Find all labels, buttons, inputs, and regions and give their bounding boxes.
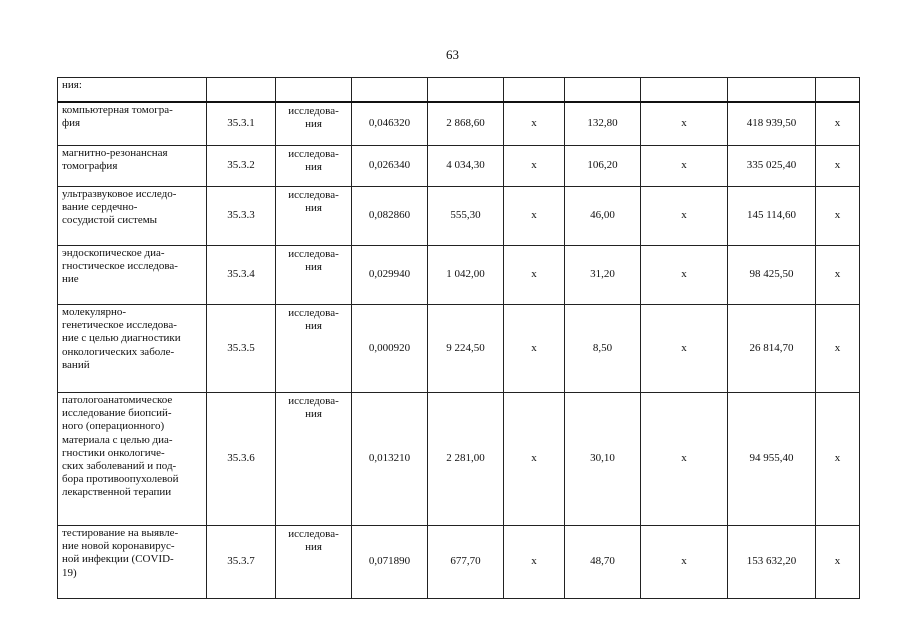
service-name-line: гностическое исследова-: [62, 260, 178, 273]
cost-cell: 1 042,00: [428, 246, 504, 305]
x-cell: x: [816, 526, 860, 599]
unit-line: ния: [305, 541, 322, 554]
service-name-line: исследование биопсий-: [62, 407, 172, 420]
unit-cell: [276, 305, 352, 393]
row-code-cell: 35.3.2: [207, 146, 276, 187]
empty-cell: [207, 78, 276, 103]
row-code-cell: 35.3.5: [207, 305, 276, 393]
service-name-line: онкологических заболе-: [62, 345, 175, 358]
x-cell: x: [504, 526, 565, 599]
x-cell: x: [504, 102, 565, 146]
x-cell: x: [641, 246, 728, 305]
x-cell: x: [641, 146, 728, 187]
x-cell: x: [816, 305, 860, 393]
empty-cell: [352, 78, 428, 103]
unit-cell: [276, 102, 352, 146]
cost-cell: 9 224,50: [428, 305, 504, 393]
empty-cell: [428, 78, 504, 103]
empty-cell: [728, 78, 816, 103]
row-code-cell: 35.3.4: [207, 246, 276, 305]
continuation-row: [58, 78, 860, 103]
unit-cell: [276, 146, 352, 187]
row-code-cell: 35.3.3: [207, 187, 276, 246]
service-name-line: ние: [62, 273, 79, 286]
unit-line: исследова-: [288, 189, 339, 201]
service-name-line: томография: [62, 160, 118, 173]
x-cell: x: [816, 146, 860, 187]
unit-line: исследова-: [288, 307, 339, 319]
x-cell: x: [641, 102, 728, 146]
count-cell: 31,20: [565, 246, 641, 305]
service-name-line: компьютерная томогра-: [62, 104, 173, 116]
coefficient-cell: 0,046320: [352, 102, 428, 146]
empty-cell: [816, 78, 860, 103]
table-row: [58, 102, 860, 146]
cost-cell: 677,70: [428, 526, 504, 599]
continuation-cell: ния:: [58, 78, 207, 103]
service-name-line: бора противоопухолевой: [62, 473, 179, 486]
coefficient-cell: 0,082860: [352, 187, 428, 246]
service-name-line: тестирование на выявле-: [62, 527, 179, 539]
unit-line: ния: [305, 118, 322, 131]
x-cell: x: [504, 187, 565, 246]
service-name-cell: [58, 246, 207, 305]
total-cell: 335 025,40: [728, 146, 816, 187]
unit-line: исследова-: [288, 248, 339, 260]
x-cell: x: [641, 526, 728, 599]
x-cell: x: [504, 246, 565, 305]
row-code-cell: 35.3.1: [207, 102, 276, 146]
x-cell: x: [816, 187, 860, 246]
unit-line: исследова-: [288, 105, 339, 117]
cost-cell: 2 281,00: [428, 393, 504, 526]
service-name-line: вание сердечно-: [62, 201, 138, 214]
service-name-line: эндоскопическое диа-: [62, 247, 165, 259]
row-code-cell: 35.3.6: [207, 393, 276, 526]
page-number: 63: [446, 47, 459, 62]
service-name-line: гностики онкологиче-: [62, 446, 165, 459]
unit-line: ния: [305, 261, 322, 274]
unit-line: исследова-: [288, 528, 339, 540]
service-name-line: сосудистой системы: [62, 214, 158, 227]
total-cell: 94 955,40: [728, 393, 816, 526]
tariff-table: [57, 77, 860, 599]
empty-cell: [565, 78, 641, 103]
unit-line: исследова-: [288, 148, 339, 160]
cost-cell: 2 868,60: [428, 102, 504, 146]
service-name-line: ние новой коронавирус-: [62, 540, 175, 553]
count-cell: 8,50: [565, 305, 641, 393]
empty-cell: [276, 78, 352, 103]
unit-cell: [276, 526, 352, 599]
count-cell: 48,70: [565, 526, 641, 599]
table-row: [58, 305, 860, 393]
service-name-cell: [58, 305, 207, 393]
service-name-line: магнитно-резонансная: [62, 147, 168, 159]
coefficient-cell: 0,013210: [352, 393, 428, 526]
unit-cell: [276, 187, 352, 246]
unit-cell: [276, 246, 352, 305]
unit-cell: [276, 393, 352, 526]
x-cell: x: [816, 102, 860, 146]
table-row: [58, 187, 860, 246]
service-name-line: ной инфекции (COVID-: [62, 553, 174, 566]
service-name-line: ультразвуковое исследо-: [62, 188, 177, 200]
total-cell: 153 632,20: [728, 526, 816, 599]
unit-line: исследова-: [288, 395, 339, 407]
service-name-cell: [58, 526, 207, 599]
x-cell: x: [504, 393, 565, 526]
table-row: [58, 526, 860, 599]
service-name-cell: [58, 102, 207, 146]
x-cell: x: [504, 146, 565, 187]
unit-line: ния: [305, 161, 322, 174]
x-cell: x: [641, 187, 728, 246]
table-row: [58, 146, 860, 187]
unit-line: ния: [305, 320, 322, 333]
x-cell: x: [641, 393, 728, 526]
x-cell: x: [816, 393, 860, 526]
service-name-line: ских заболеваний и под-: [62, 460, 177, 473]
service-name-line: ного (операционного): [62, 420, 165, 433]
row-code-cell: 35.3.7: [207, 526, 276, 599]
service-name-cell: [58, 393, 207, 526]
service-name-line: лекарственной терапии: [62, 486, 172, 499]
coefficient-cell: 0,029940: [352, 246, 428, 305]
count-cell: 30,10: [565, 393, 641, 526]
total-cell: 145 114,60: [728, 187, 816, 246]
empty-cell: [641, 78, 728, 103]
coefficient-cell: 0,026340: [352, 146, 428, 187]
service-name-line: 19): [62, 566, 77, 579]
x-cell: x: [816, 246, 860, 305]
service-name-line: ние с целью диагностики: [62, 332, 181, 345]
service-name-cell: [58, 146, 207, 187]
count-cell: 46,00: [565, 187, 641, 246]
service-name-line: ваний: [62, 358, 90, 371]
total-cell: 26 814,70: [728, 305, 816, 393]
service-name-cell: [58, 187, 207, 246]
service-name-line: фия: [62, 117, 81, 130]
coefficient-cell: 0,071890: [352, 526, 428, 599]
service-name-line: патологоанатомическое: [62, 394, 173, 406]
table-row: [58, 393, 860, 526]
count-cell: 132,80: [565, 102, 641, 146]
service-name-line: материала с целью диа-: [62, 433, 173, 446]
unit-line: ния: [305, 202, 322, 215]
x-cell: x: [504, 305, 565, 393]
total-cell: 418 939,50: [728, 102, 816, 146]
unit-line: ния: [305, 408, 322, 421]
cost-cell: 4 034,30: [428, 146, 504, 187]
x-cell: x: [641, 305, 728, 393]
cost-cell: 555,30: [428, 187, 504, 246]
service-name-line: генетическое исследова-: [62, 319, 177, 332]
empty-cell: [504, 78, 565, 103]
service-name-line: молекулярно-: [62, 306, 126, 318]
table-row: [58, 246, 860, 305]
count-cell: 106,20: [565, 146, 641, 187]
total-cell: 98 425,50: [728, 246, 816, 305]
coefficient-cell: 0,000920: [352, 305, 428, 393]
